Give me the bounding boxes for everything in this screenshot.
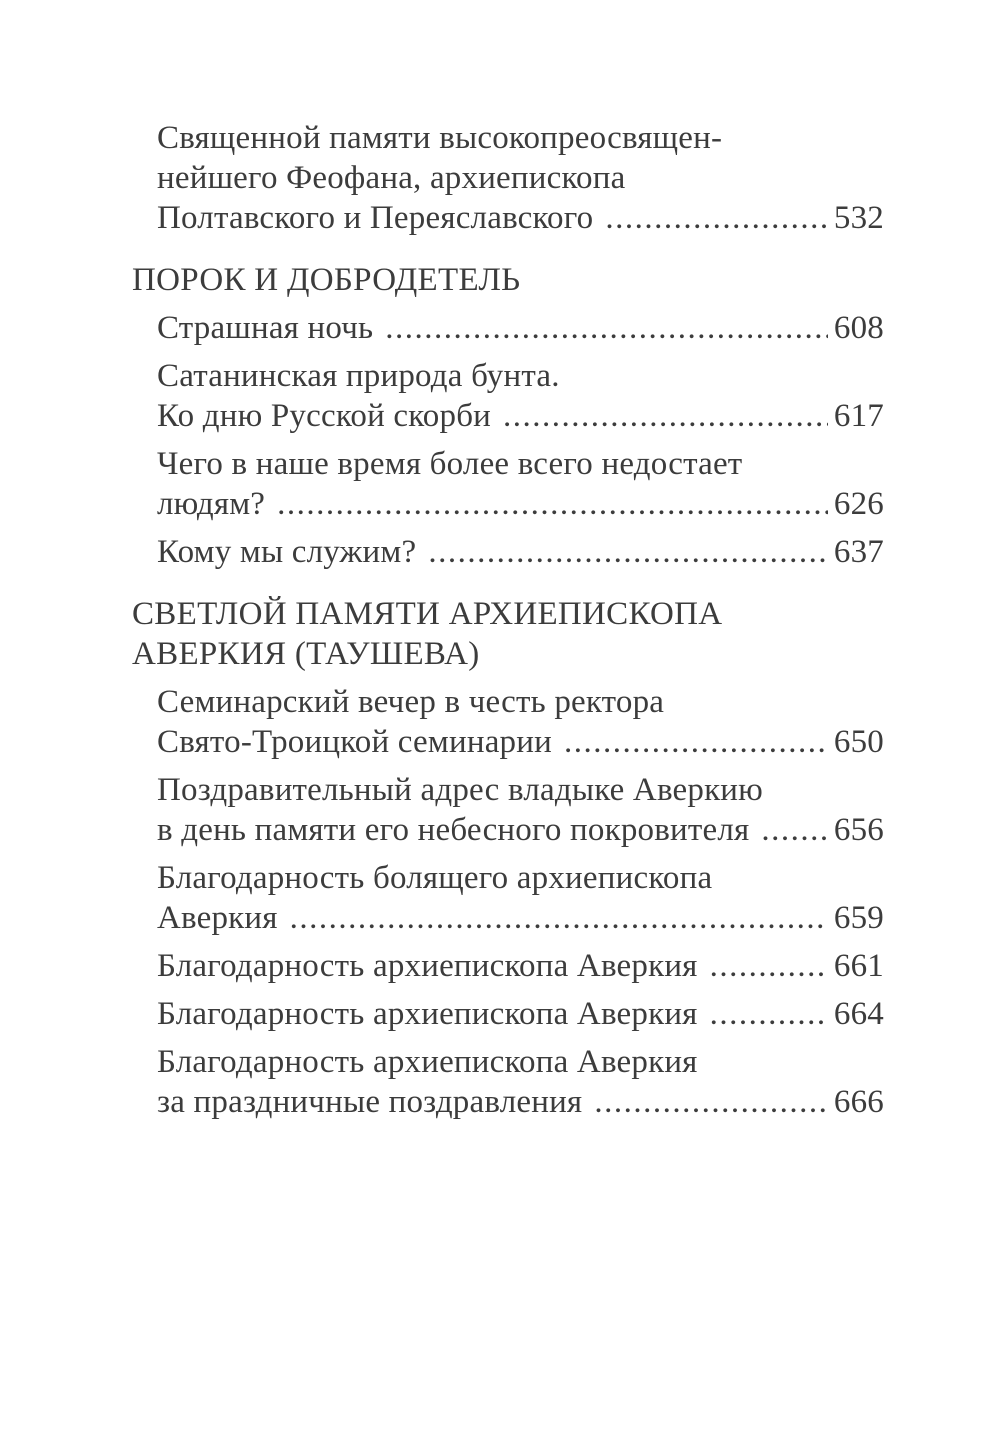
toc-entry-adres <box>157 770 884 850</box>
toc-entry-blagodarnost-3 <box>157 1042 884 1122</box>
toc-entry-text-line: Страшная ночь <box>157 310 374 346</box>
dot-leader <box>594 1082 828 1122</box>
dot-leader <box>428 532 828 572</box>
page-number: 666 <box>833 1084 884 1120</box>
toc-entry-text-line: Благодарность архиепископа Аверкия <box>157 996 698 1032</box>
page-number: 661 <box>833 948 884 984</box>
toc-entry-text-line: Поздравительный адрес владыке Аверкию <box>157 772 764 808</box>
page-number: 656 <box>833 812 884 848</box>
page-number: 637 <box>833 534 884 570</box>
toc-entry-text-line: людям? <box>157 486 266 522</box>
toc-entry-blagodarnost-2 <box>157 994 884 1034</box>
page-number: 617 <box>833 398 884 434</box>
section-heading-line: ПОРОК И ДОБРОДЕТЕЛЬ <box>132 262 521 298</box>
toc-entry-blagodarnost-1 <box>157 946 884 986</box>
toc-entry-text-line: Аверкия <box>157 900 278 936</box>
dot-leader <box>503 396 828 436</box>
toc-entry-text-line: Чего в наше время более всего недостает <box>157 446 743 482</box>
section-heading-line: СВЕТЛОЙ ПАМЯТИ АРХИЕПИСКОПА <box>132 596 723 632</box>
toc-entry-text-line: Благодарность архиепископа Аверкия <box>157 1044 698 1080</box>
toc-entry-text-line: Сатанинская природа бунта. <box>157 358 560 394</box>
table-of-contents <box>132 118 884 1122</box>
toc-entry-text-line: Священной памяти высокопреосвящен- <box>157 120 723 156</box>
dot-leader <box>761 810 828 850</box>
toc-entry-text-line: Семинарский вечер в честь ректора <box>157 684 665 720</box>
toc-entry-text-line: Благодарность архиепископа Аверкия <box>157 948 698 984</box>
page-number: 650 <box>833 724 884 760</box>
page-number: 608 <box>833 310 884 346</box>
page-number: 532 <box>833 200 884 236</box>
toc-entry-feofan <box>157 118 884 238</box>
page-number: 626 <box>833 486 884 522</box>
toc-entry-text-line: Кому мы служим? <box>157 534 417 570</box>
dot-leader <box>385 308 828 348</box>
toc-entry-text-line: Полтавского и Переяславского <box>157 200 594 236</box>
toc-entry-text-line: Свято-Троицкой семинарии <box>157 724 552 760</box>
toc-entry-noch <box>157 308 884 348</box>
toc-entry-nedostaet <box>157 444 884 524</box>
dot-leader <box>710 946 828 986</box>
dot-leader <box>710 994 828 1034</box>
toc-entry-text-line: в день памяти его небесного покровителя <box>157 812 750 848</box>
dot-leader <box>277 484 828 524</box>
section-heading-line: АВЕРКИЯ (ТАУШЕВА) <box>132 636 480 672</box>
toc-entry-seminar <box>157 682 884 762</box>
section-heading-porok <box>132 260 884 300</box>
dot-leader <box>290 898 828 938</box>
toc-entry-text-line: Ко дню Русской скорби <box>157 398 492 434</box>
toc-entry-sluzhim <box>157 532 884 572</box>
toc-entry-text-line: Благодарность болящего архиепископа <box>157 860 713 896</box>
toc-entry-text-line: нейшего Феофана, архиепископа <box>157 160 626 196</box>
section-heading-averkiy <box>132 594 884 674</box>
toc-entry-bolyaschego <box>157 858 884 938</box>
dot-leader <box>605 198 828 238</box>
page-number: 664 <box>833 996 884 1032</box>
toc-entry-bunt <box>157 356 884 436</box>
toc-entry-text-line: за праздничные поздравления <box>157 1084 583 1120</box>
page-number: 659 <box>833 900 884 936</box>
dot-leader <box>564 722 828 762</box>
